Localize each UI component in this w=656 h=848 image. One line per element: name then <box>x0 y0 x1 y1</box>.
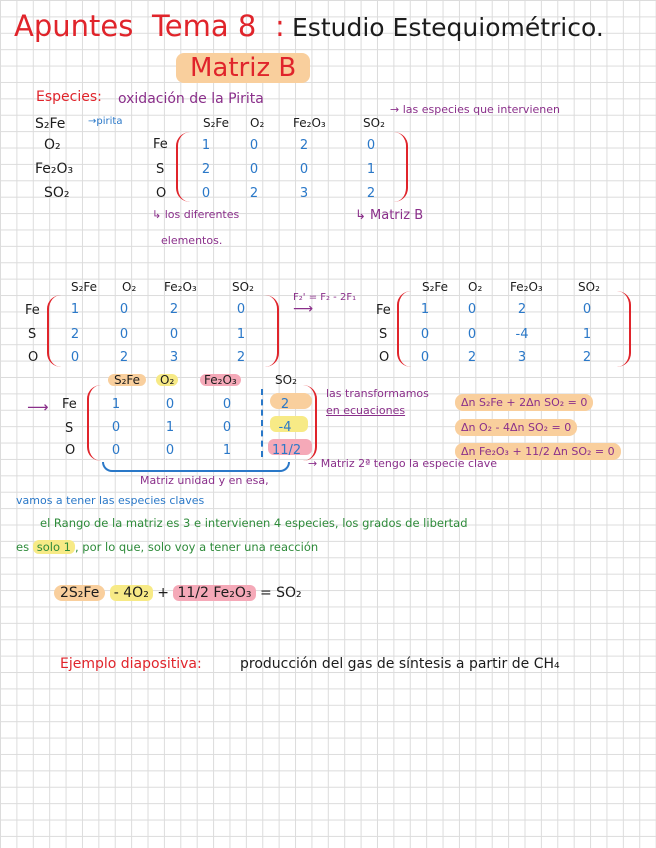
matrix-cell: 0 <box>366 138 376 153</box>
reaction-term: 11/2 Fe₂O₃ <box>173 585 255 601</box>
arrow-icon: ⟶ <box>293 301 314 317</box>
title-colon: : <box>275 9 285 43</box>
paragraph-end: , por lo que, solo voy a tener una reacción <box>74 540 319 554</box>
matrix-cell: 0 <box>299 162 309 177</box>
matrix-cell: 2 <box>201 162 211 177</box>
matrix-cell: 0 <box>420 327 430 342</box>
matrix-cell: 0 <box>222 420 232 435</box>
reaction-term: 2S₂Fe <box>54 585 105 601</box>
matrix-cell: 0 <box>582 302 592 317</box>
matrix-cell: 2 <box>70 327 80 342</box>
matrix-cell: 0 <box>201 186 211 201</box>
paragraph-solo: solo 1 <box>33 540 75 554</box>
note-elements-1: ↳ los diferentes <box>152 208 240 221</box>
matrix-cell: 3 <box>169 350 179 365</box>
col-header: O₂ <box>156 374 178 386</box>
equation: Δn Fe₂O₃ + 11/2 Δn SO₂ = 0 <box>455 443 621 460</box>
row-label: O <box>156 186 167 201</box>
col-header: O₂ <box>250 116 265 130</box>
species-item: SO₂ <box>44 185 70 201</box>
matrix-cell: 2 <box>236 350 246 365</box>
arrow-icon: ⟶ <box>27 398 49 416</box>
brace <box>102 462 290 472</box>
matrix-cell: 1 <box>201 138 211 153</box>
note-species: → las especies que intervienen <box>390 103 560 116</box>
matrix-cell: 2 <box>169 302 179 317</box>
matrix-cell: 2 <box>249 186 259 201</box>
title-rest: Estudio Estequiométrico. <box>292 13 604 42</box>
paragraph-es: es <box>16 540 30 554</box>
note-transform-1: las transformamos <box>326 387 429 400</box>
row-label: S <box>28 327 37 342</box>
row-label: S <box>156 162 165 177</box>
matrix-cell: 0 <box>249 138 259 153</box>
especies-reaction: oxidación de la Pirita <box>118 91 264 107</box>
note-elements-2: elementos. <box>161 234 223 247</box>
matrix-cell: 1 <box>222 443 232 458</box>
row-label: S <box>65 421 74 436</box>
matrix-cell: 0 <box>467 302 477 317</box>
note-key-species: → Matriz 2ª tengo la especie clave <box>308 457 498 470</box>
subtitle-matriz-b: Matriz B <box>176 53 310 83</box>
col-header: O₂ <box>122 280 137 294</box>
row-label: O <box>65 443 76 458</box>
col-header: S₂Fe <box>108 374 146 386</box>
col-header: Fe₂O₃ <box>510 280 543 294</box>
row-label: Fe <box>25 303 40 318</box>
equation: Δn S₂Fe + 2Δn SO₂ = 0 <box>455 394 593 411</box>
row-label: O <box>28 350 39 365</box>
matrix-cell: 1 <box>236 327 246 342</box>
row-label: S <box>379 327 388 342</box>
matrix-cell: 1 <box>420 302 430 317</box>
row-operation: F₂' = F₂ - 2F₁ <box>293 292 357 303</box>
matrix-cell: -4 <box>278 420 292 435</box>
matrix-cell: 3 <box>517 350 527 365</box>
matrix-cell: 0 <box>169 327 179 342</box>
matrix-cell: 0 <box>111 443 121 458</box>
matrix-cell: 2 <box>467 350 477 365</box>
species-item: O₂ <box>44 137 61 153</box>
example-label: Ejemplo diapositiva: <box>60 656 202 672</box>
matrix-cell: 0 <box>249 162 259 177</box>
matrix-cell: 2 <box>119 350 129 365</box>
col-header: Fe₂O₃ <box>293 116 326 130</box>
matrix-cell: 0 <box>236 302 246 317</box>
col-header: SO₂ <box>275 373 297 387</box>
note-matrix-b: ↳ Matriz B <box>355 208 424 223</box>
row-label: O <box>379 350 390 365</box>
title-tema: Tema 8 <box>152 9 257 43</box>
especies-label: Especies: <box>36 89 102 105</box>
augment-divider <box>261 389 263 457</box>
matrix-cell: 0 <box>222 397 232 412</box>
note-unit: Matriz unidad y en esa, <box>140 474 269 487</box>
matrix-cell: 0 <box>119 327 129 342</box>
matrix-cell: 0 <box>165 443 175 458</box>
reaction-term: = SO₂ <box>259 585 302 601</box>
reaction <box>54 586 302 600</box>
matrix-cell: 0 <box>70 350 80 365</box>
matrix-cell: 0 <box>420 350 430 365</box>
col-header: SO₂ <box>578 280 600 294</box>
matrix-cell: 2 <box>280 397 290 412</box>
matrix-cell: 1 <box>165 420 175 435</box>
col-header: SO₂ <box>232 280 254 294</box>
matrix-cell: 0 <box>165 397 175 412</box>
matrix-cell: 1 <box>582 327 592 342</box>
col-header: S₂Fe <box>422 280 449 294</box>
paragraph-line-1: el Rango de la matriz es 3 e intervienen 4 especies, los grados de libertad <box>40 516 468 530</box>
title-prefix: Apuntes <box>14 9 134 43</box>
paragraph-line-2 <box>16 542 318 554</box>
matrix-cell: 1 <box>111 397 121 412</box>
matrix-cell: 0 <box>111 420 121 435</box>
matrix-cell: 2 <box>582 350 592 365</box>
matrix-cell: 1 <box>70 302 80 317</box>
equation: Δn O₂ - 4Δn SO₂ = 0 <box>455 419 577 436</box>
example-text: producción del gas de síntesis a partir de CH₄ <box>240 656 560 672</box>
matrix-cell: 2 <box>366 186 376 201</box>
species-item: S₂Fe <box>35 116 66 132</box>
col-header: SO₂ <box>363 116 385 130</box>
col-header: S₂Fe <box>203 116 230 130</box>
row-label: Fe <box>153 137 168 152</box>
row-label: Fe <box>62 397 77 412</box>
col-header: S₂Fe <box>71 280 98 294</box>
matrix-cell: 2 <box>299 138 309 153</box>
pirite-note: →pirita <box>88 116 123 127</box>
note-vamos: vamos a tener las especies claves <box>16 494 205 507</box>
reaction-plus: + <box>157 585 169 601</box>
matrix-cell: 0 <box>467 327 477 342</box>
matrix-cell: -4 <box>515 327 529 342</box>
col-header: O₂ <box>468 280 483 294</box>
matrix-cell: 1 <box>366 162 376 177</box>
row-label: Fe <box>376 303 391 318</box>
reaction-term: - 4O₂ <box>110 585 153 601</box>
matrix-cell: 3 <box>299 186 309 201</box>
col-header: Fe₂O₃ <box>164 280 197 294</box>
col-header: Fe₂O₃ <box>200 374 241 386</box>
matrix-cell: 11/2 <box>272 443 302 458</box>
matrix-cell: 0 <box>119 302 129 317</box>
species-item: Fe₂O₃ <box>35 161 74 177</box>
matrix-cell: 2 <box>517 302 527 317</box>
note-transform-2: en ecuaciones <box>326 404 406 417</box>
